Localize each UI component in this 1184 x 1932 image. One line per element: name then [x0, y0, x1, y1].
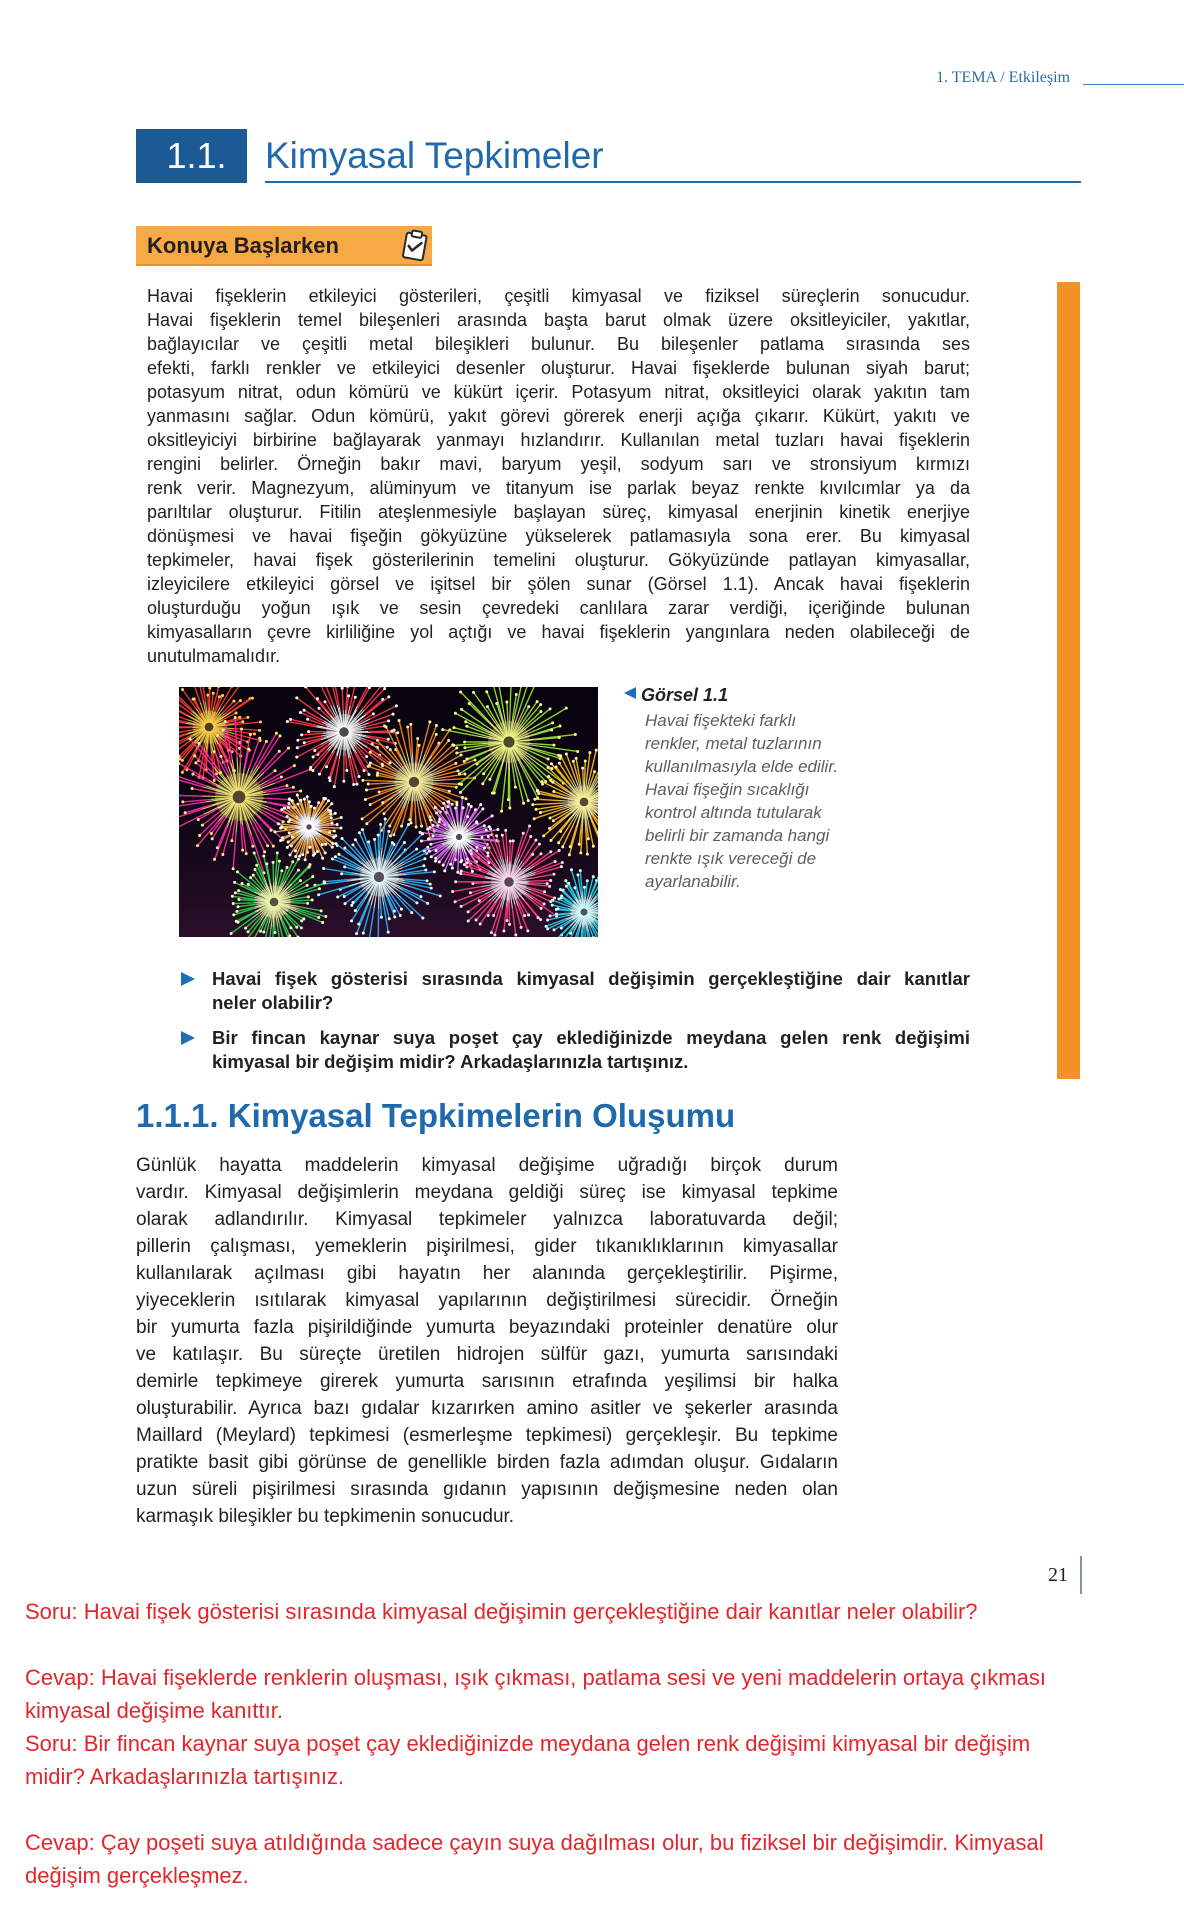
answer-key-spacer	[25, 1793, 1175, 1826]
answer-key	[25, 1595, 1175, 1892]
figure-label-row	[622, 683, 728, 707]
answer-key-line: midir? Arkadaşlarınızla tartışınız.	[25, 1764, 345, 1789]
section-line: karmaşık bileşikler bu tepkimenin sonucudur.	[136, 1506, 515, 1527]
intro-line: parıltılar oluşturur. Fitilin ateşlenmesiyle başlayan süreç, kimyasal enerjinin kinetik enerjiye	[147, 502, 970, 522]
answer-key-block	[25, 1595, 1175, 1628]
page-number: 21	[1048, 1564, 1068, 1586]
caption-line: renkte ışık vereceği de	[645, 849, 817, 868]
figure-label: Görsel 1.1	[641, 685, 729, 705]
intro-box	[136, 226, 432, 266]
discussion-question	[212, 1026, 970, 1074]
clipboard-check-icon	[398, 227, 432, 263]
caption-line: kullanılmasıyla elde edilir.	[645, 757, 839, 776]
intro-line: tepkimeler, havai fişek gösterilerinin temelini oluşturur. Gökyüzünde patlayan kimyasallar,	[147, 550, 970, 570]
intro-line: oluşturduğu yoğun ışık ve sesin çevredeki canlılara zarar verdiği, içeriğinde bulunan	[147, 598, 970, 618]
arrow-right-icon	[180, 1030, 196, 1046]
intro-line: oksitleyiciyi birbirine bağlayarak yanmayı hızlandırır. Kullanılan metal tuzları havai fişeklerin	[147, 430, 970, 450]
caption-line: ayarlanabilir.	[645, 872, 741, 891]
question-line: kimyasal bir değişim midir? Arkadaşlarınızla tartışınız.	[212, 1051, 689, 1072]
intro-line: kimyasalların çevre kirliliğine yol açtığı ve havai fişeklerin yangınlara neden olabileceği de	[147, 622, 970, 642]
caption-line: Havai fişekteki farklı	[645, 711, 797, 730]
section-line: pratikte basit gibi görünse de genellikle birden fazla adımdan oluşur. Gıdaların	[136, 1452, 838, 1473]
section-line: vardır. Kimyasal değişimlerin meydana geldiği süreç ise kimyasal tepkime	[136, 1182, 838, 1203]
answer-key-block	[25, 1661, 1175, 1727]
section-line: yiyeceklerin ısıtılarak kimyasal yapılarının değiştirilmesi sürecidir. Örneğin	[136, 1290, 838, 1311]
caption-line: renkler, metal tuzlarının	[645, 734, 822, 753]
section-heading: 1.1.1. Kimyasal Tepkimelerin Oluşumu	[136, 1097, 736, 1134]
answer-key-line: Soru: Havai fişek gösterisi sırasında kimyasal değişimin gerçekleştiğine dair kanıtlar neler olabilir?	[25, 1599, 978, 1624]
lesson-title: Kimyasal Tepkimeler	[265, 135, 604, 176]
answer-key-line: Cevap: Havai fişeklerde renklerin oluşması, ışık çıkması, patlama sesi ve yeni maddelerin ortaya çıkması	[25, 1665, 1046, 1690]
intro-line: dönüşmesi ve havai fişeğin gökyüzüne yükselerek patlamasıyla sona erer. Bu kimyasal	[147, 526, 970, 546]
section-line: uzun süreli pişirilmesi sırasında gıdanın yapısının değişmesine neden olan	[136, 1479, 838, 1500]
header-rule	[1083, 84, 1184, 85]
intro-line: Havai fişeklerin etkileyici gösterileri, çeşitli kimyasal ve fiziksel süreçlerin sonucudur.	[147, 286, 970, 306]
arrow-right-icon	[180, 971, 196, 987]
figure-caption	[645, 709, 895, 893]
answer-key-block	[25, 1826, 1175, 1892]
section-line: bir yumurta fazla pişirildiğinde yumurta beyazındaki proteinler denatüre olur	[136, 1317, 838, 1338]
intro-line: renk verir. Magnezyum, alüminyum ve titanyum ise parlak beyaz renkte kıvılcımlar ya da	[147, 478, 970, 498]
answer-key-spacer	[25, 1628, 1175, 1661]
intro-line: yanmasını sağlar. Odun kömürü, yakıt görevi görerek enerji açığa çıkarır. Kükürt, yakıtı ve	[147, 406, 970, 426]
question-line: neler olabilir?	[212, 992, 334, 1013]
intro-line: efekti, farklı renkler ve etkileyici desenler oluşturur. Havai fişeklerde bulunan siyah barut;	[147, 358, 970, 378]
caption-line: belirli bir zamanda hangi	[645, 826, 830, 845]
page-number-rule	[1080, 1556, 1082, 1594]
intro-paragraph	[147, 284, 970, 668]
caption-line: Havai fişeğin sıcaklığı	[645, 780, 810, 799]
answer-key-line: Cevap: Çay poşeti suya atıldığında sadece çayın suya dağılması olur, bu fiziksel bir değişimdir. Kimyasal	[25, 1830, 1044, 1855]
section-line: Maillard (Meylard) tepkimesi (esmerleşme tepkimesi) gerçekleşir. Bu tepkime	[136, 1425, 838, 1446]
intro-line: bağlayıcılar ve çeşitli metal bileşikleri bulunur. Bu bileşenler patlama sırasında ses	[147, 334, 970, 354]
intro-line: Havai fişeklerin temel bileşenleri arasında başta barut olmak üzere oksitleyiciler, yakıtlar,	[147, 310, 970, 330]
arrow-left-icon	[622, 683, 638, 707]
answer-key-line: değişim gerçekleşmez.	[25, 1863, 249, 1888]
intro-box-label: Konuya Başlarken	[147, 233, 339, 258]
caption-line: kontrol altında tutularak	[645, 803, 822, 822]
section-line: kullanılarak açılması gibi hayatın her alanında gerçekleştirilir. Pişirme,	[136, 1263, 838, 1284]
answer-key-line: kimyasal değişime kanıttır.	[25, 1698, 283, 1723]
answer-key-line: Soru: Bir fincan kaynar suya poşet çay eklediğinizde meydana gelen renk değişimi kimyasal bir değişim	[25, 1731, 1031, 1756]
question-line: Havai fişek gösterisi sırasında kimyasal değişimin gerçekleştiğine dair kanıtlar	[212, 968, 970, 989]
section-paragraph	[136, 1152, 838, 1530]
intro-line: unutulmamalıdır.	[147, 646, 281, 666]
section-line: demirle tepkimeye girerek yumurta sarısının etrafında yeşilimsi bir halka	[136, 1371, 838, 1392]
side-accent-bar	[1057, 282, 1080, 1079]
section-line: pillerin çalışması, yemeklerin pişirilmesi, gider tıkanıklıklarının kimyasallar	[136, 1236, 838, 1257]
section-line: oluşturabilir. Ayrıca bazı gıdalar kızarırken amino asitler ve şekerler arasında	[136, 1398, 838, 1419]
lesson-number-badge: 1.1.	[136, 129, 247, 183]
section-line: Günlük hayatta maddelerin kimyasal değişime uğradığı birçok durum	[136, 1155, 838, 1176]
section-line: ve katılaşır. Bu süreçte üretilen hidrojen sülfür gazı, yumurta sarısındaki	[136, 1344, 838, 1365]
question-line: Bir fincan kaynar suya poşet çay eklediğinizde meydana gelen renk değişimi	[212, 1027, 970, 1048]
section-line: olarak adlandırılır. Kimyasal tepkimeler yalnızca laboratuvarda değil;	[136, 1209, 838, 1230]
intro-line: rengini belirler. Örneğin bakır mavi, baryum yeşil, sodyum sarı ve stronsiyum kırmızı	[147, 454, 970, 474]
intro-line: potasyum nitrat, odun kömürü ve kükürt içerir. Potasyum nitrat, oksitleyici olarak yakıtın tam	[147, 382, 970, 402]
answer-key-block	[25, 1727, 1175, 1793]
title-underline	[265, 181, 1081, 183]
fireworks-photo	[179, 687, 598, 937]
discussion-question	[212, 967, 970, 1015]
unit-header: 1. TEMA / Etkileşim	[936, 69, 1070, 86]
intro-line: izleyicilere etkileyici görsel ve işitsel bir şölen sunar (Görsel 1.1). Ancak havai fişeklerin	[147, 574, 970, 594]
